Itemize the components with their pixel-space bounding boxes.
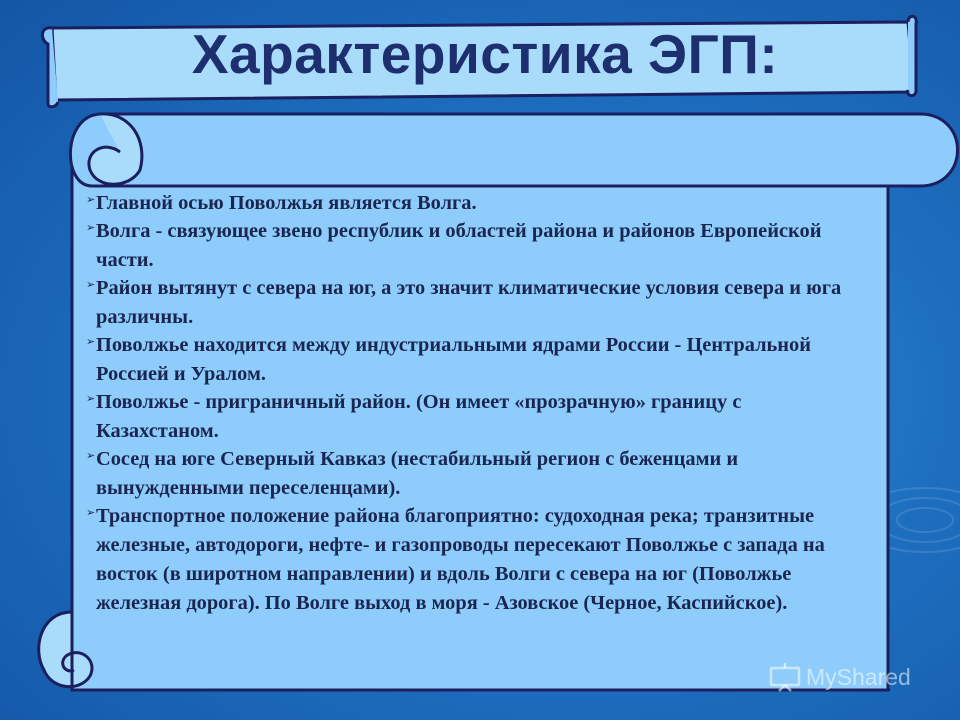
- list-item: [86, 388, 846, 446]
- list-item-text: Главной осью Поволжья является Волга.: [96, 192, 477, 214]
- slide-title: Характеристика ЭГП:: [191, 23, 779, 85]
- list-item: [86, 445, 846, 503]
- watermark: [768, 660, 911, 694]
- list-item-text: Поволжье находится между индустриальными ядрами России - Центральной Россией и Уралом.: [96, 334, 811, 385]
- arrow-bullet-icon: ➢: [86, 335, 96, 348]
- arrow-bullet-icon: ➢: [86, 449, 96, 462]
- list-item-text: Поволжье - приграничный район. (Он имеет «прозрачную» границу с Казахстаном.: [96, 391, 742, 442]
- list-item: [86, 274, 846, 332]
- list-item-text: Район вытянут с севера на юг, а это значит климатические условия севера и юга различны.: [96, 277, 842, 328]
- arrow-bullet-icon: ➢: [86, 193, 96, 206]
- bullet-list: [86, 189, 846, 617]
- arrow-bullet-icon: ➢: [86, 506, 96, 519]
- presentation-icon: [768, 662, 802, 692]
- list-item: [86, 502, 846, 618]
- list-item-text: Волга - связующее звено республик и областей района и районов Европейской части.: [96, 220, 822, 271]
- arrow-bullet-icon: ➢: [86, 278, 96, 291]
- arrow-bullet-icon: ➢: [86, 221, 96, 234]
- list-item-text: Транспортное положение района благоприятно: судоходная река; транзитные железные, автодороги, нефте- и газопроводы пересекают Поволжье с запада на восток (в широтном направлении) и вдоль Волги с севера на юг (Поволжье железная дорога). По Волге выход в моря - Азовское (Черное, Каспийское).: [96, 505, 825, 614]
- list-item: [86, 331, 846, 389]
- watermark-text: MyShared: [806, 663, 911, 690]
- list-item: [86, 189, 846, 218]
- list-item-text: Сосед на юге Северный Кавказ (нестабильный регион с беженцами и вынужденными переселенцами).: [96, 448, 739, 499]
- list-item: [86, 217, 846, 275]
- arrow-bullet-icon: ➢: [86, 392, 96, 405]
